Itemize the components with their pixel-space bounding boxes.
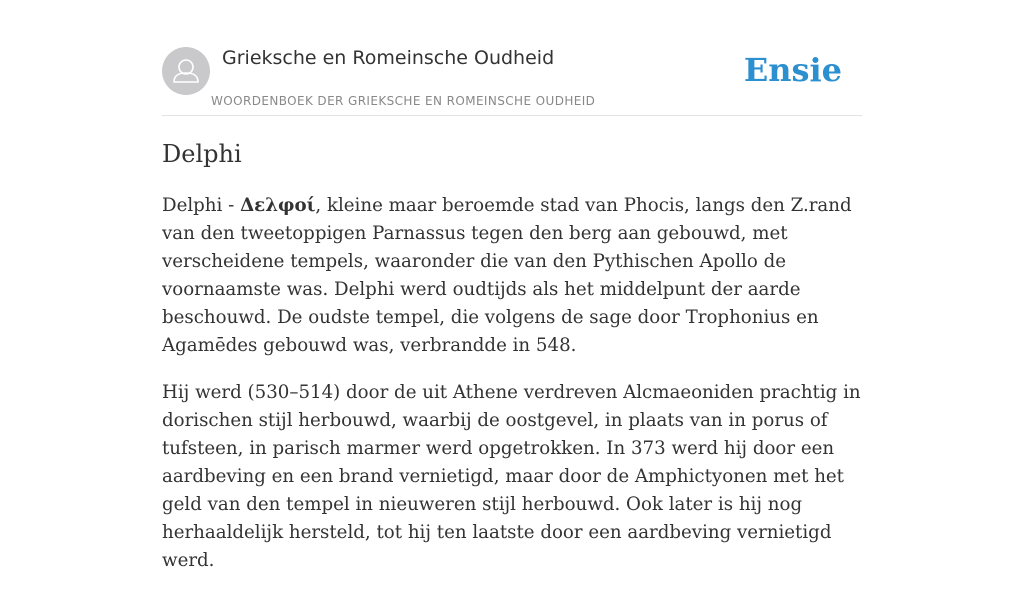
site-title[interactable]: Grieksche en Romeinsche Oudheid [222,47,555,69]
content-container [162,0,862,571]
entry-separator: - [222,195,241,216]
entry-paragraph-1 [162,192,862,360]
paragraph-1-text: , kleine maar beroemde stad van Phocis, langs den Z.rand van den tweetoppigen Parnassus tegen den berg aan gebouwd, met verscheidene tempels, waaronder die van den Pythischen Apollo de voornaamste was. Delphi werd oudtijds als het middelpunt der aarde beschouwd. De oudste tempel, die volgens de sage door Trophonius en Agamēdes gebouwd was, verbrandde in 548. [162,195,852,356]
entry-title: Delphi [162,140,242,168]
entry-body [162,192,862,594]
entry-term: Delphi [162,195,223,216]
entry-paragraph-2: Hij werd (530–514) door de uit Athene verdreven Alcmaeoniden prachtig in dorischen stijl herbouwd, waarbij de oostgevel, in plaats van in porus of tufsteen, in parisch marmer werd opgetrokken. In 373 werd hij door een aardbeving en een brand vernietigd, maar door de Amphictyonen met het geld van den tempel in nieuweren stijl herbouwd. Ook later is hij nog herhaaldelijk hersteld, tot hij ten laatste door een aardbeving vernietigd werd. [162,382,861,571]
user-avatar-icon[interactable] [162,47,210,95]
greek-term: Δελφοί [240,195,316,216]
site-subtitle[interactable]: WOORDENBOEK DER GRIEKSCHE EN ROMEINSCHE OUDHEID [211,94,596,108]
site-header [162,0,862,116]
ensie-logo[interactable]: Ensie [743,51,842,89]
